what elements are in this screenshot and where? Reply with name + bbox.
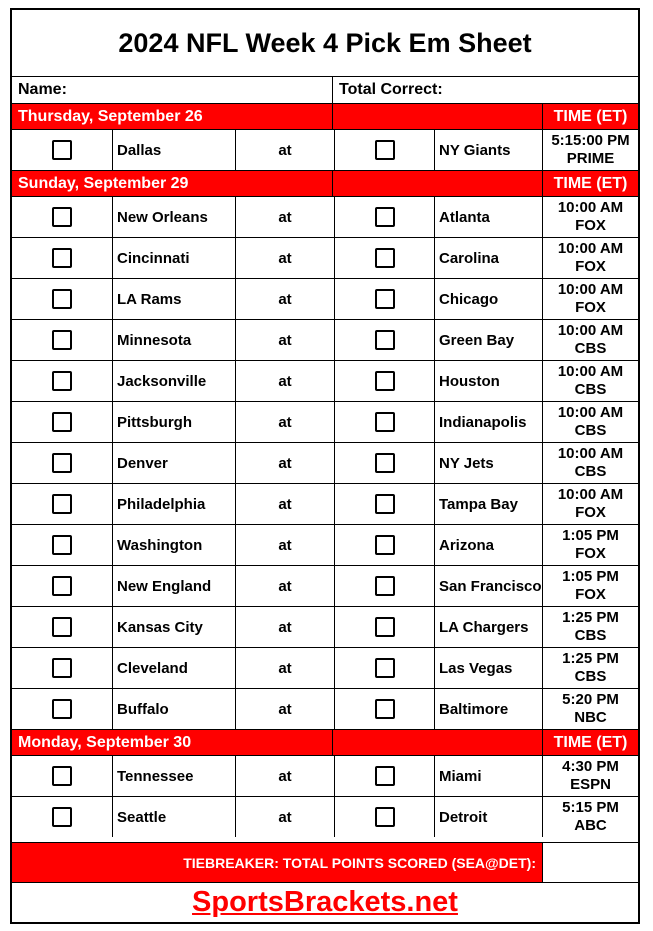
away-pick-cell xyxy=(12,130,112,170)
home-team: NY Jets xyxy=(434,443,542,483)
away-pick-cell xyxy=(12,484,112,524)
away-pick-cell xyxy=(12,648,112,688)
home-team: LA Chargers xyxy=(434,607,542,647)
away-team: Seattle xyxy=(112,797,235,837)
home-pick-checkbox[interactable] xyxy=(375,412,395,432)
home-pick-checkbox[interactable] xyxy=(375,807,395,827)
home-team: San Francisco xyxy=(434,566,542,606)
home-pick-cell xyxy=(334,648,434,688)
game-network: FOX xyxy=(575,545,606,562)
away-team: Tennessee xyxy=(112,756,235,796)
at-label: at xyxy=(235,197,334,237)
pick-em-sheet xyxy=(10,8,640,924)
home-team: Tampa Bay xyxy=(434,484,542,524)
home-pick-checkbox[interactable] xyxy=(375,535,395,555)
game-row xyxy=(12,565,638,606)
game-time: 4:30 PM xyxy=(562,758,619,775)
game-row xyxy=(12,796,638,837)
game-time: 10:00 AM xyxy=(557,281,624,298)
away-team: Cincinnati xyxy=(112,238,235,278)
at-label: at xyxy=(235,756,334,796)
home-team: Detroit xyxy=(434,797,542,837)
away-pick-cell xyxy=(12,689,112,729)
game-time: 10:00 AM xyxy=(557,363,624,380)
game-time: 1:25 PM xyxy=(562,609,619,626)
tiebreaker-row xyxy=(12,842,638,882)
away-pick-cell xyxy=(12,402,112,442)
home-pick-cell xyxy=(334,402,434,442)
game-time: 1:05 PM xyxy=(562,568,619,585)
home-pick-cell xyxy=(334,238,434,278)
home-pick-checkbox[interactable] xyxy=(375,494,395,514)
home-team: Carolina xyxy=(434,238,542,278)
at-label: at xyxy=(235,130,334,170)
game-time: 5:15:00 PM xyxy=(551,132,630,149)
game-row xyxy=(12,688,638,729)
away-pick-cell xyxy=(12,197,112,237)
game-row xyxy=(12,360,638,401)
away-pick-checkbox[interactable] xyxy=(52,248,72,268)
day-spacer xyxy=(332,730,542,755)
away-pick-checkbox[interactable] xyxy=(52,766,72,786)
game-time: 10:00 AM xyxy=(557,445,624,462)
game-time-cell xyxy=(542,130,638,170)
home-pick-cell xyxy=(334,320,434,360)
game-time: 5:20 PM xyxy=(562,691,619,708)
game-time-cell xyxy=(542,279,638,319)
at-label: at xyxy=(235,525,334,565)
footer-link[interactable]: SportsBrackets.net xyxy=(192,886,458,918)
day-spacer xyxy=(332,171,542,196)
home-pick-cell xyxy=(334,756,434,796)
home-team: Miami xyxy=(434,756,542,796)
away-pick-checkbox[interactable] xyxy=(52,535,72,555)
at-label: at xyxy=(235,402,334,442)
at-label: at xyxy=(235,648,334,688)
game-time: 1:05 PM xyxy=(562,527,619,544)
away-pick-cell xyxy=(12,797,112,837)
game-network: FOX xyxy=(575,586,606,603)
away-pick-cell xyxy=(12,443,112,483)
game-time-cell xyxy=(542,689,638,729)
home-pick-checkbox[interactable] xyxy=(375,617,395,637)
away-pick-checkbox[interactable] xyxy=(52,330,72,350)
name-row xyxy=(12,76,638,103)
game-row xyxy=(12,401,638,442)
time-header: TIME (ET) xyxy=(542,730,638,755)
home-pick-cell xyxy=(334,130,434,170)
away-team: Dallas xyxy=(112,130,235,170)
home-pick-checkbox[interactable] xyxy=(375,576,395,596)
day-header-row xyxy=(12,170,638,196)
away-pick-cell xyxy=(12,525,112,565)
away-team: Denver xyxy=(112,443,235,483)
home-pick-cell xyxy=(334,484,434,524)
at-label: at xyxy=(235,443,334,483)
home-team: Atlanta xyxy=(434,197,542,237)
away-team: Pittsburgh xyxy=(112,402,235,442)
game-network: CBS xyxy=(574,381,607,398)
game-time: 10:00 AM xyxy=(557,199,624,216)
page-title: 2024 NFL Week 4 Pick Em Sheet xyxy=(118,27,532,58)
game-time-cell xyxy=(542,607,638,647)
game-time: 10:00 AM xyxy=(557,404,624,421)
game-time-cell xyxy=(542,320,638,360)
away-team: LA Rams xyxy=(112,279,235,319)
day-spacer xyxy=(332,104,542,129)
home-team: NY Giants xyxy=(434,130,542,170)
away-pick-checkbox[interactable] xyxy=(52,617,72,637)
home-team: Arizona xyxy=(434,525,542,565)
game-time-cell xyxy=(542,402,638,442)
time-header: TIME (ET) xyxy=(542,171,638,196)
game-network: ABC xyxy=(574,817,607,834)
game-row xyxy=(12,278,638,319)
away-pick-checkbox[interactable] xyxy=(52,289,72,309)
game-time-cell xyxy=(542,566,638,606)
at-label: at xyxy=(235,238,334,278)
day-label: Sunday, September 29 xyxy=(18,174,189,192)
away-team: Buffalo xyxy=(112,689,235,729)
day-header-row xyxy=(12,729,638,755)
game-network: FOX xyxy=(575,258,606,275)
at-label: at xyxy=(235,361,334,401)
home-pick-cell xyxy=(334,566,434,606)
home-pick-checkbox[interactable] xyxy=(375,453,395,473)
game-time-cell xyxy=(542,361,638,401)
home-pick-checkbox[interactable] xyxy=(375,248,395,268)
game-time-cell xyxy=(542,197,638,237)
footer xyxy=(12,882,638,922)
game-time-cell xyxy=(542,525,638,565)
game-time: 1:25 PM xyxy=(562,650,619,667)
game-network: ESPN xyxy=(570,776,611,793)
game-row xyxy=(12,755,638,796)
game-time-cell xyxy=(542,797,638,837)
home-pick-cell xyxy=(334,197,434,237)
game-row xyxy=(12,524,638,565)
home-team: Baltimore xyxy=(434,689,542,729)
away-team: Philadelphia xyxy=(112,484,235,524)
game-time-cell xyxy=(542,648,638,688)
day-header-row xyxy=(12,103,638,129)
away-team: Cleveland xyxy=(112,648,235,688)
away-team: New Orleans xyxy=(112,197,235,237)
at-label: at xyxy=(235,689,334,729)
at-label: at xyxy=(235,797,334,837)
away-pick-checkbox[interactable] xyxy=(52,807,72,827)
home-pick-checkbox[interactable] xyxy=(375,207,395,227)
game-network: PRIME xyxy=(566,150,615,167)
game-network: CBS xyxy=(574,668,607,685)
game-row xyxy=(12,237,638,278)
at-label: at xyxy=(235,484,334,524)
time-header: TIME (ET) xyxy=(542,104,638,129)
away-team: Washington xyxy=(112,525,235,565)
away-pick-cell xyxy=(12,279,112,319)
away-pick-checkbox[interactable] xyxy=(52,494,72,514)
away-pick-cell xyxy=(12,320,112,360)
game-time: 10:00 AM xyxy=(557,486,624,503)
total-correct-field[interactable]: Total Correct: xyxy=(332,77,638,103)
away-team: Jacksonville xyxy=(112,361,235,401)
game-row xyxy=(12,647,638,688)
at-label: at xyxy=(235,566,334,606)
game-row xyxy=(12,442,638,483)
home-team: Houston xyxy=(434,361,542,401)
away-pick-checkbox[interactable] xyxy=(52,576,72,596)
home-pick-cell xyxy=(334,525,434,565)
game-network: FOX xyxy=(575,299,606,316)
game-time-cell xyxy=(542,443,638,483)
game-time-cell xyxy=(542,484,638,524)
game-row xyxy=(12,483,638,524)
game-network: CBS xyxy=(574,422,607,439)
home-team: Green Bay xyxy=(434,320,542,360)
game-row xyxy=(12,129,638,170)
game-network: FOX xyxy=(575,504,606,521)
game-network: NBC xyxy=(574,709,607,726)
away-pick-cell xyxy=(12,361,112,401)
home-pick-checkbox[interactable] xyxy=(375,766,395,786)
home-pick-cell xyxy=(334,607,434,647)
away-pick-checkbox[interactable] xyxy=(52,412,72,432)
away-team: Minnesota xyxy=(112,320,235,360)
home-pick-checkbox[interactable] xyxy=(375,140,395,160)
away-pick-cell xyxy=(12,238,112,278)
home-team: Indianapolis xyxy=(434,402,542,442)
game-row xyxy=(12,319,638,360)
home-pick-checkbox[interactable] xyxy=(375,371,395,391)
away-team: New England xyxy=(112,566,235,606)
home-team: Las Vegas xyxy=(434,648,542,688)
game-network: CBS xyxy=(574,463,607,480)
home-pick-checkbox[interactable] xyxy=(375,289,395,309)
game-time: 10:00 AM xyxy=(557,240,624,257)
home-pick-checkbox[interactable] xyxy=(375,330,395,350)
game-network: FOX xyxy=(575,217,606,234)
away-pick-checkbox[interactable] xyxy=(52,140,72,160)
away-pick-checkbox[interactable] xyxy=(52,658,72,678)
away-pick-cell xyxy=(12,566,112,606)
home-pick-cell xyxy=(334,797,434,837)
home-pick-checkbox[interactable] xyxy=(375,658,395,678)
game-row xyxy=(12,606,638,647)
game-row xyxy=(12,196,638,237)
away-pick-checkbox[interactable] xyxy=(52,371,72,391)
game-time: 5:15 PM xyxy=(562,799,619,816)
at-label: at xyxy=(235,607,334,647)
away-pick-checkbox[interactable] xyxy=(52,453,72,473)
home-pick-checkbox[interactable] xyxy=(375,699,395,719)
game-time-cell xyxy=(542,756,638,796)
home-pick-cell xyxy=(334,361,434,401)
away-pick-checkbox[interactable] xyxy=(52,699,72,719)
away-pick-cell xyxy=(12,607,112,647)
home-pick-cell xyxy=(334,279,434,319)
game-time-cell xyxy=(542,238,638,278)
day-label: Thursday, September 26 xyxy=(18,107,203,125)
home-pick-cell xyxy=(334,443,434,483)
game-network: CBS xyxy=(574,340,607,357)
away-pick-checkbox[interactable] xyxy=(52,207,72,227)
tiebreaker-answer-field[interactable] xyxy=(542,843,638,882)
at-label: at xyxy=(235,320,334,360)
tiebreaker-label: TIEBREAKER: TOTAL POINTS SCORED (SEA@DET): xyxy=(183,854,536,871)
home-pick-cell xyxy=(334,689,434,729)
away-team: Kansas City xyxy=(112,607,235,647)
name-field[interactable]: Name: xyxy=(18,81,67,98)
day-label: Monday, September 30 xyxy=(18,733,192,751)
home-team: Chicago xyxy=(434,279,542,319)
away-pick-cell xyxy=(12,756,112,796)
game-time: 10:00 AM xyxy=(557,322,624,339)
at-label: at xyxy=(235,279,334,319)
game-network: CBS xyxy=(574,627,607,644)
